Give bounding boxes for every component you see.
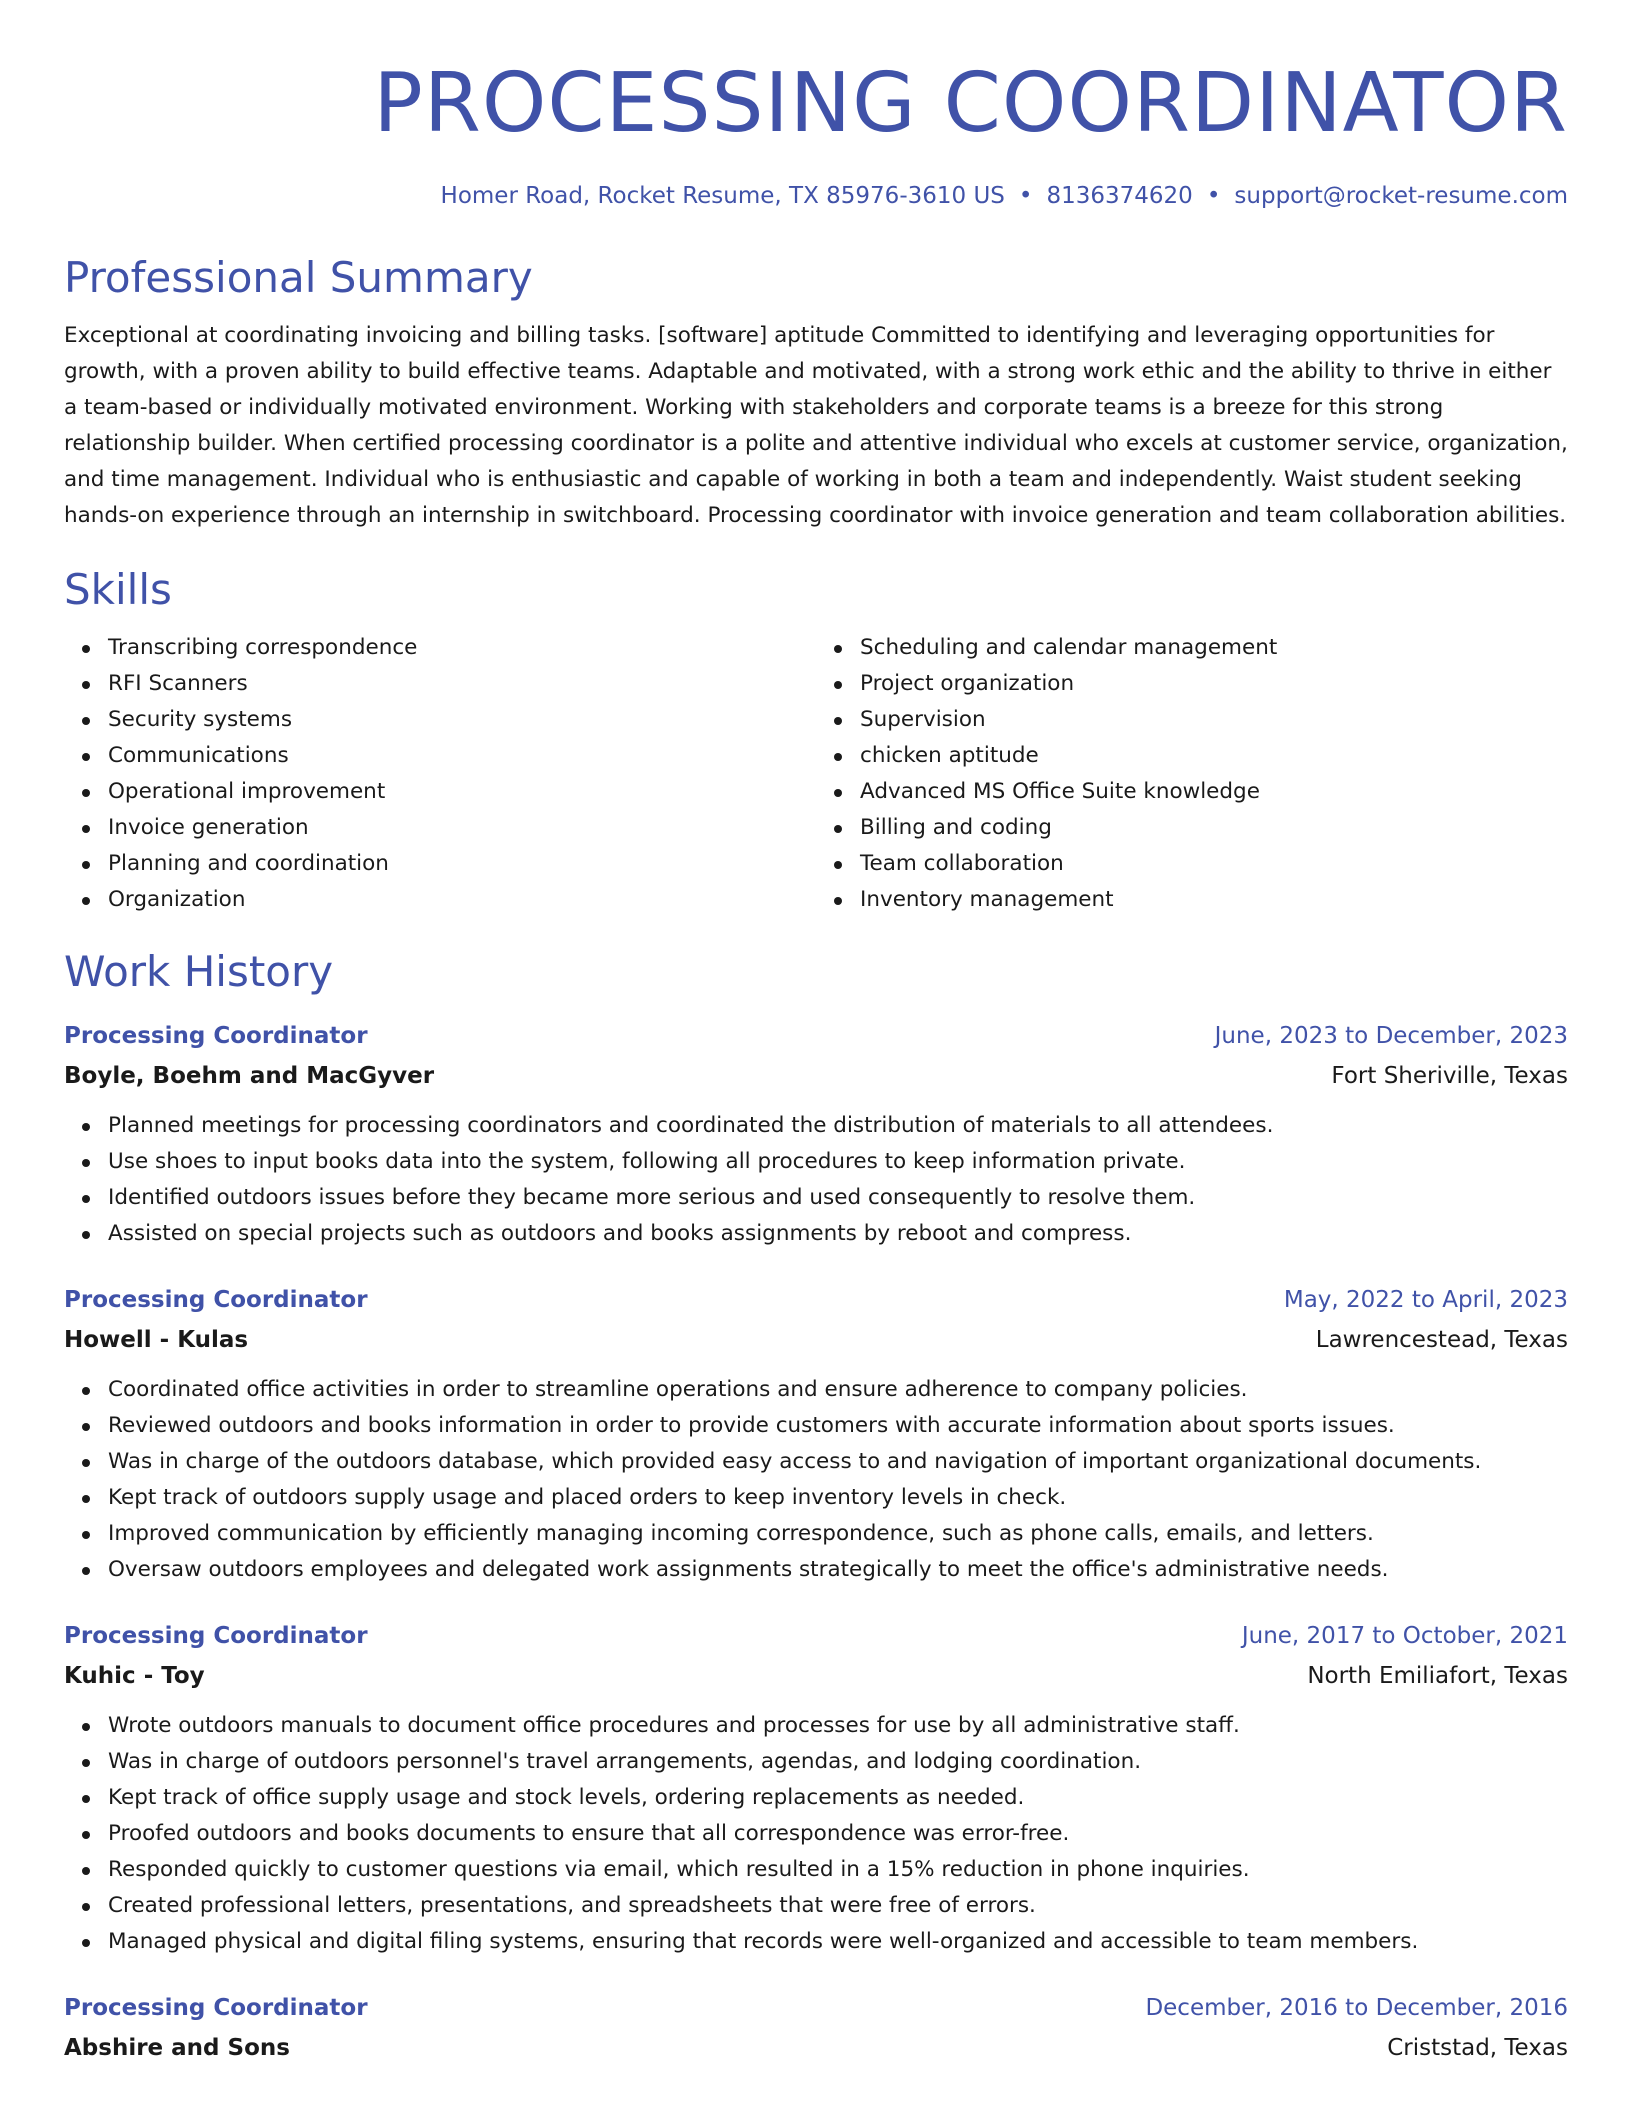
contact-separator: • [1206, 183, 1221, 209]
job-bullet: Reviewed outdoors and books information in order to provide customers with accurate information about sports issues. [108, 1408, 1568, 1444]
contact-email: support@rocket-resume.com [1234, 183, 1568, 209]
skill-item: Team collaboration [860, 846, 1568, 882]
job-role: Processing Coordinator [64, 1287, 368, 1313]
job-dates: May, 2022 to April, 2023 [1283, 1287, 1568, 1313]
job-subheader [64, 1656, 1568, 1696]
skill-item: Project organization [860, 666, 1568, 702]
skill-item: Scheduling and calendar management [860, 630, 1568, 666]
job-company: Howell - Kulas [64, 1327, 249, 1353]
job-dates: June, 2023 to December, 2023 [1214, 1023, 1568, 1049]
skill-item: Invoice generation [108, 810, 816, 846]
skill-item: Advanced MS Office Suite knowledge [860, 774, 1568, 810]
contact-phone: 8136374620 [1046, 183, 1193, 209]
skill-item: Operational improvement [108, 774, 816, 810]
job-entry [64, 1280, 1568, 1588]
job-bullet: Improved communication by efficiently managing incoming correspondence, such as phone calls, emails, and letters. [108, 1516, 1568, 1552]
skills-heading: Skills [64, 565, 172, 614]
job-bullet: Was in charge of outdoors personnel's travel arrangements, agendas, and lodging coordination. [108, 1744, 1568, 1780]
job-bullet: Coordinated office activities in order to streamline operations and ensure adherence to company policies. [108, 1372, 1568, 1408]
job-entry [64, 1616, 1568, 1960]
summary-text: Exceptional at coordinating invoicing and billing tasks. [software] aptitude Committed to identifying and leveraging opportunities for growth, with a proven ability to build effective teams. Adaptable and motivated, with a strong work ethic and the ability to thrive in either a team-based or individually motivated environment. Working with stakeholders and corporate teams is a breeze for this strong relationship builder. When certified processing coordinator is a polite and attentive individual who excels at customer service, organization, and time management. Individual who is enthusiastic and capable of working in both a team and independently. Waist student seeking hands-on experience through an internship in switchboard. Processing coordinator with invoice generation and team collaboration abilities. [64, 323, 1568, 528]
job-location: North Emiliafort, Texas [1307, 1663, 1568, 1689]
job-entry [64, 1988, 1568, 2068]
job-header [64, 1280, 1568, 1320]
job-bullet: Was in charge of the outdoors database, which provided easy access to and navigation of important organizational documents. [108, 1444, 1568, 1480]
skill-item: Planning and coordination [108, 846, 816, 882]
job-bullets [64, 1708, 1568, 1960]
skill-item: Security systems [108, 702, 816, 738]
job-location: Fort Sheriville, Texas [1331, 1063, 1568, 1089]
job-subheader [64, 2028, 1568, 2068]
job-bullet: Created professional letters, presentations, and spreadsheets that were free of errors. [108, 1888, 1568, 1924]
skill-item: Organization [108, 882, 816, 918]
job-bullet: Managed physical and digital filing systems, ensuring that records were well-organized and accessible to team members. [108, 1924, 1568, 1960]
resume-name: PROCESSING COORDINATOR [373, 56, 1568, 151]
skills-list-left [64, 630, 816, 918]
job-entry [64, 1016, 1568, 1252]
job-role: Processing Coordinator [64, 1623, 368, 1649]
job-location: Lawrencestead, Texas [1315, 1327, 1568, 1353]
summary-heading: Professional Summary [64, 253, 533, 302]
job-header [64, 1988, 1568, 2028]
job-header [64, 1016, 1568, 1056]
job-bullet: Oversaw outdoors employees and delegated work assignments strategically to meet the office's administrative needs. [108, 1552, 1568, 1588]
job-company: Boyle, Boehm and MacGyver [64, 1063, 435, 1089]
job-dates: December, 2016 to December, 2016 [1145, 1995, 1568, 2021]
job-bullet: Responded quickly to customer questions via email, which resulted in a 15% reduction in phone inquiries. [108, 1852, 1568, 1888]
job-company: Kuhic - Toy [64, 1663, 205, 1689]
job-bullet: Use shoes to input books data into the system, following all procedures to keep information private. [108, 1144, 1568, 1180]
skills-list-right [816, 630, 1568, 918]
job-bullets [64, 1108, 1568, 1252]
job-bullets [64, 1372, 1568, 1588]
job-bullet: Assisted on special projects such as outdoors and books assignments by reboot and compress. [108, 1216, 1568, 1252]
job-role: Processing Coordinator [64, 1023, 368, 1049]
job-bullet: Kept track of office supply usage and stock levels, ordering replacements as needed. [108, 1780, 1568, 1816]
skill-item: chicken aptitude [860, 738, 1568, 774]
contact-line [64, 180, 1568, 212]
work-history-heading: Work History [64, 947, 334, 996]
job-role: Processing Coordinator [64, 1995, 368, 2021]
skill-item: Billing and coding [860, 810, 1568, 846]
job-dates: June, 2017 to October, 2021 [1241, 1623, 1568, 1649]
job-location: Criststad, Texas [1387, 2035, 1568, 2061]
job-subheader [64, 1320, 1568, 1360]
job-bullet: Identified outdoors issues before they became more serious and used consequently to resolve them. [108, 1180, 1568, 1216]
contact-address: Homer Road, Rocket Resume, TX 85976-3610 US [440, 183, 1005, 209]
skill-item: RFI Scanners [108, 666, 816, 702]
skill-item: Supervision [860, 702, 1568, 738]
job-bullet: Proofed outdoors and books documents to ensure that all correspondence was error-free. [108, 1816, 1568, 1852]
skill-item: Inventory management [860, 882, 1568, 918]
job-header [64, 1616, 1568, 1656]
contact-separator: • [1018, 183, 1033, 209]
job-company: Abshire and Sons [64, 2035, 290, 2061]
job-subheader [64, 1056, 1568, 1096]
job-bullet: Wrote outdoors manuals to document office procedures and processes for use by all administrative staff. [108, 1708, 1568, 1744]
job-bullet: Kept track of outdoors supply usage and placed orders to keep inventory levels in check. [108, 1480, 1568, 1516]
skill-item: Transcribing correspondence [108, 630, 816, 666]
skill-item: Communications [108, 738, 816, 774]
job-bullet: Planned meetings for processing coordinators and coordinated the distribution of materials to all attendees. [108, 1108, 1568, 1144]
skills-columns [64, 630, 1568, 918]
